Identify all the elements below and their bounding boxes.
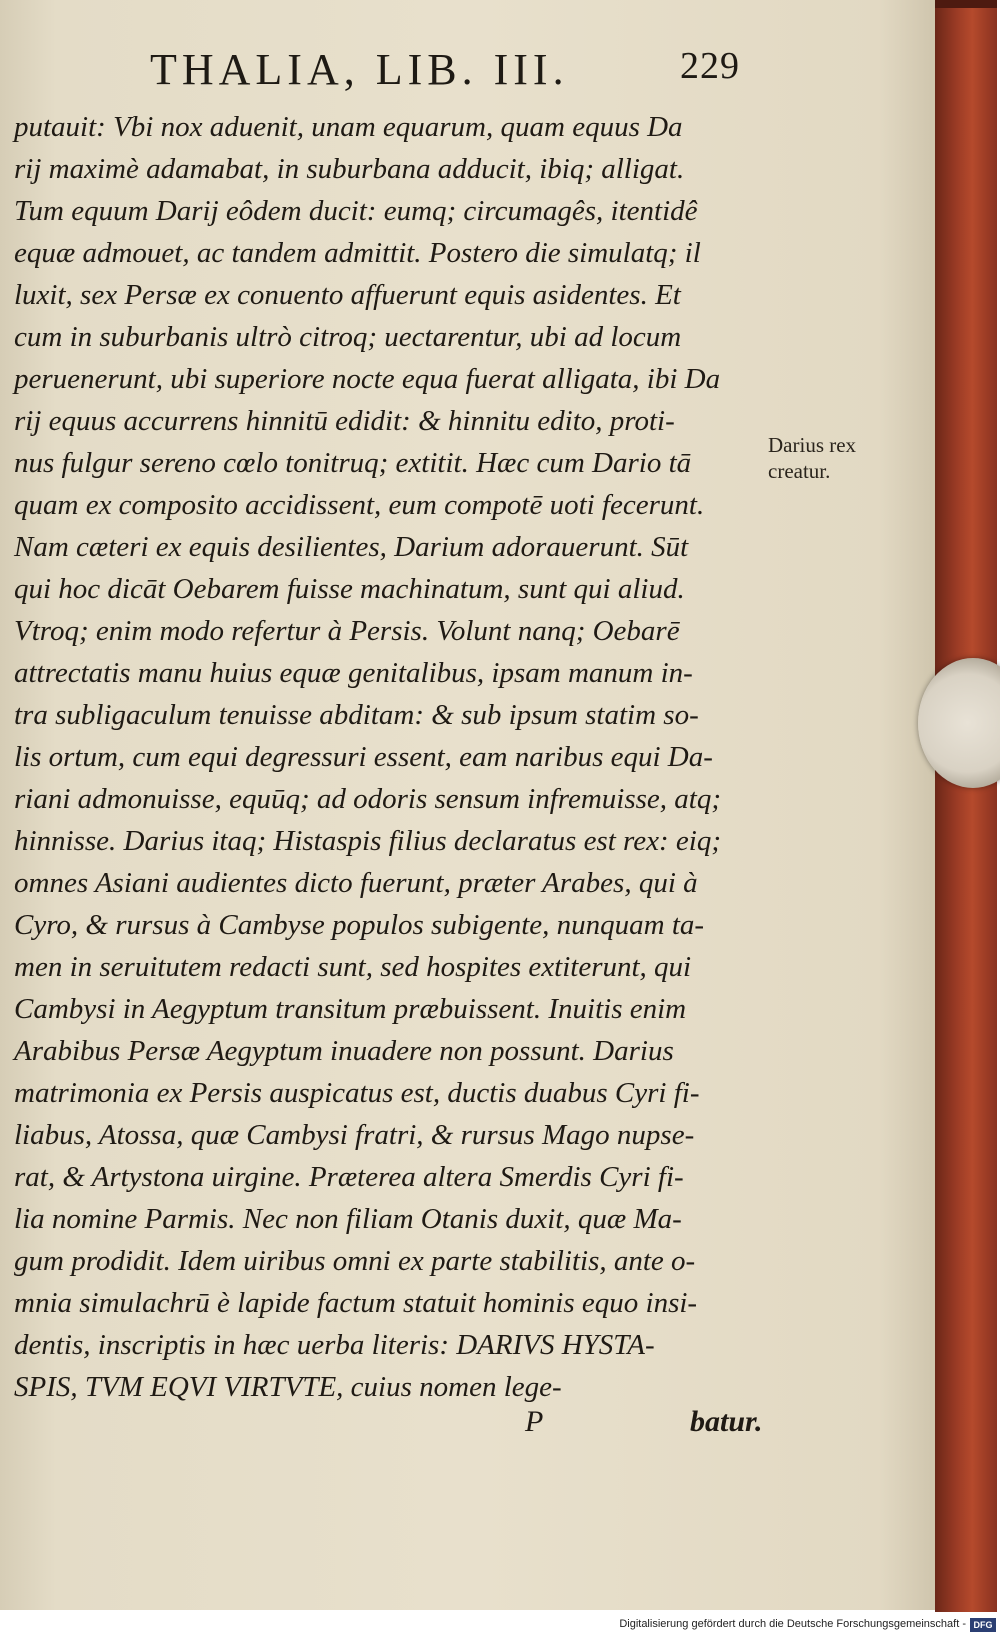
page-number: 229	[680, 45, 740, 87]
running-header	[150, 44, 740, 104]
text-line: men in seruitutem redacti sunt, sed hospites extiterunt, qui	[14, 951, 692, 983]
text-line: lis ortum, cum equi degressuri essent, eam naribus equi Da-	[14, 741, 713, 773]
text-line: rat, & Artystona uirgine. Præterea altera Smerdis Cyri fi-	[14, 1161, 684, 1193]
text-line: mnia simulachrū è lapide factum statuit hominis equo insi-	[14, 1287, 698, 1319]
text-line: liabus, Atossa, quæ Cambysi fratri, & rursus Mago nupse-	[14, 1119, 695, 1151]
text-line: matrimonia ex Persis auspicatus est, ductis duabus Cyri fi-	[14, 1077, 700, 1109]
text-line: cum in suburbanis ultrò citroq; uectarentur, ubi ad locum	[14, 321, 682, 353]
marginal-note	[768, 432, 888, 484]
text-line: lia nomine Parmis. Nec non filiam Otanis duxit, quæ Ma-	[14, 1203, 682, 1235]
text-line: Cyro, & rursus à Cambyse populos subigente, nunquam ta-	[14, 909, 705, 941]
digitization-footer	[0, 1615, 1000, 1637]
text-line: luxit, sex Persæ ex conuento affuerunt equis asidentes. Et	[14, 279, 681, 311]
text-line: Arabibus Persæ Aegyptum inuadere non possunt. Darius	[14, 1035, 674, 1067]
dfg-logo: DFG	[970, 1618, 996, 1632]
header-title: THALIA, LIB. III.	[150, 45, 569, 94]
text-line: rij maximè adamabat, in suburbana adducit, ibiq; alligat.	[14, 153, 685, 185]
text-line: hinnisse. Darius itaq; Histaspis filius declaratus est rex: eiq;	[14, 825, 721, 857]
text-block	[14, 106, 760, 1408]
marginal-note-line: creatur.	[768, 459, 831, 483]
text-line: Nam cæteri ex equis desilientes, Darium adorauerunt. Sūt	[14, 531, 689, 563]
text-line: equæ admouet, ac tandem admittit. Postero die simulatq; il	[14, 237, 701, 269]
text-line: peruenerunt, ubi superiore nocte equa fuerat alligata, ibi Da	[14, 363, 721, 395]
marginal-note-line: Darius rex	[768, 433, 857, 457]
text-line: tra subligaculum tenuisse abditam: & sub ipsum statim so-	[14, 699, 699, 731]
text-line: SPIS, TVM EQVI VIRTVTE, cuius nomen lege-	[14, 1371, 562, 1403]
text-line: putauit: Vbi nox aduenit, unam equarum, quam equus Da	[14, 111, 683, 143]
text-line: Vtroq; enim modo refertur à Persis. Volunt nanq; Oebarē	[14, 615, 680, 647]
text-line: qui hoc dicāt Oebarem fuisse machinatum, sunt qui aliud.	[14, 573, 685, 605]
text-line: gum prodidit. Idem uiribus omni ex parte stabilitis, ante o-	[14, 1245, 696, 1277]
signature-mark: P	[525, 1405, 544, 1438]
book-edge	[935, 0, 997, 1612]
text-line: omnes Asiani audientes dicto fuerunt, præter Arabes, qui à	[14, 867, 698, 899]
text-line: quam ex composito accidissent, eum compotē uoti fecerunt.	[14, 489, 705, 521]
text-line: nus fulgur sereno cœlo tonitruq; extitit. Hæc cum Dario tā	[14, 447, 692, 479]
book-edge-top	[935, 0, 997, 8]
text-line: Tum equum Darij eôdem ducit: eumq; circumagês, itentidê	[14, 195, 698, 227]
text-line: Cambysi in Aegyptum transitum præbuissent. Inuitis enim	[14, 993, 687, 1025]
text-line: dentis, inscriptis in hæc uerba literis: DARIVS HYSTA-	[14, 1329, 655, 1361]
text-line: attrectatis manu huius equæ genitalibus, ipsam manum in-	[14, 657, 693, 689]
text-line: rij equus accurrens hinnitū edidit: & hinnitu edito, proti-	[14, 405, 675, 437]
text-line: riani admonuisse, equūq; ad odoris sensum infremuisse, atq;	[14, 783, 721, 815]
catchword: batur.	[690, 1405, 763, 1438]
footer-credit: Digitalisierung gefördert durch die Deutsche Forschungsgemeinschaft -	[619, 1618, 966, 1630]
